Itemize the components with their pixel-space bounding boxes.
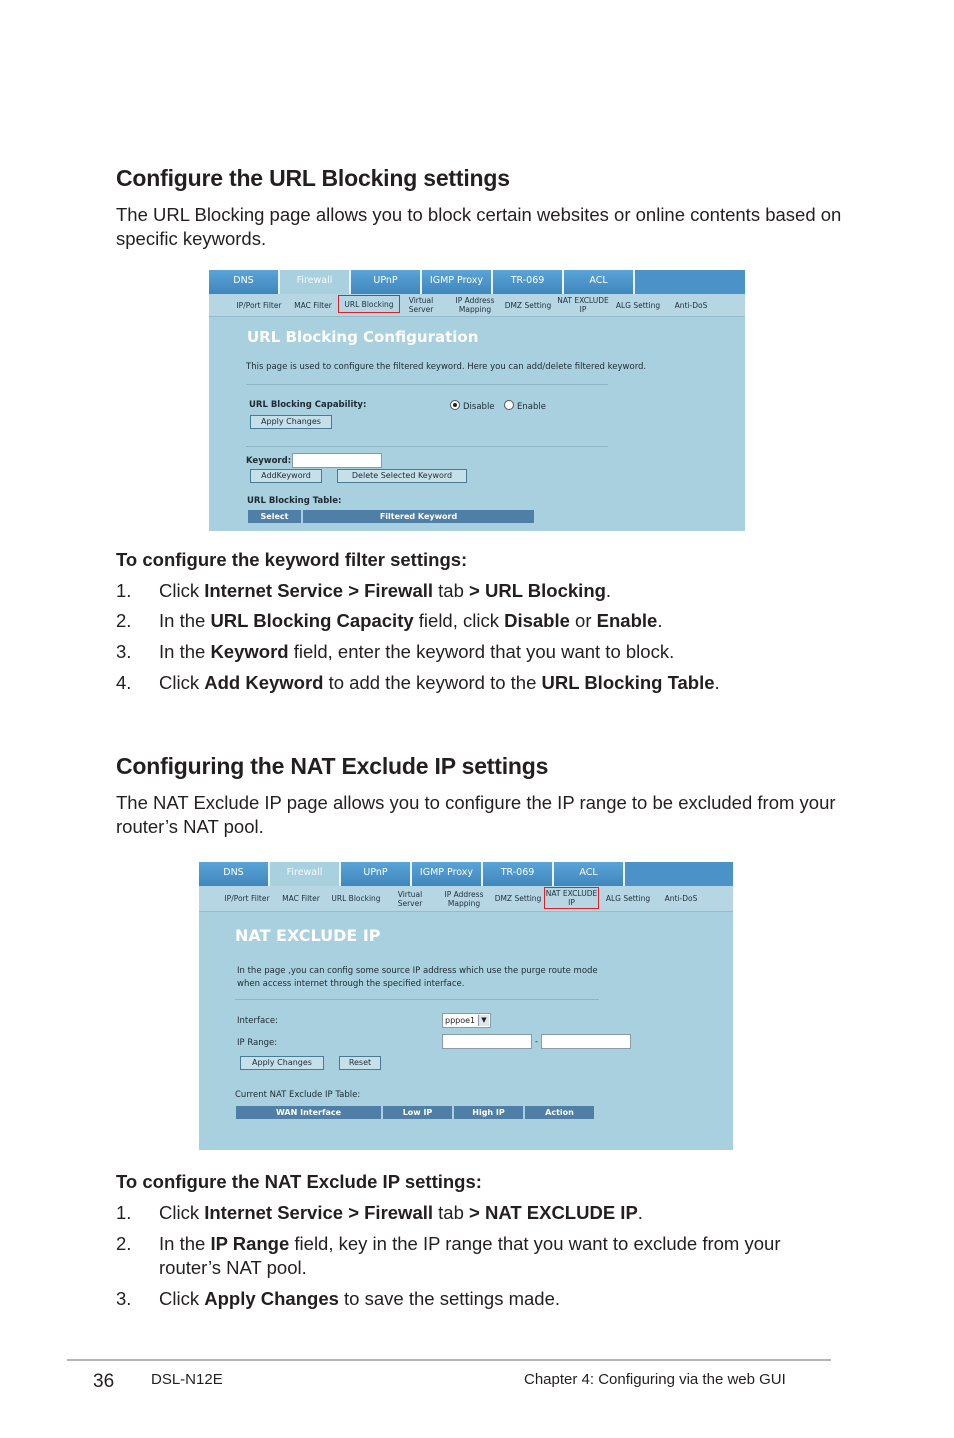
subtab-ip-port-filter[interactable]: IP/Port Filter: [224, 894, 270, 903]
url-blocking-screenshot: [209, 270, 745, 531]
page-description: This page is used to configure the filtered keyword. Here you can add/delete filtered keyword.: [246, 362, 647, 372]
column-high-ip: High IP: [454, 1106, 523, 1119]
subtab-url-blocking[interactable]: URL Blocking: [339, 296, 399, 312]
page-number: 36: [93, 1371, 115, 1392]
enable-radio[interactable]: [504, 400, 546, 412]
step-text: Click Add Keyword to add the keyword to the URL Blocking Table.: [159, 672, 720, 693]
page-title: NAT EXCLUDE IP: [235, 926, 381, 945]
interface-label: Interface:: [237, 1016, 278, 1026]
tab-upnp[interactable]: UPnP: [341, 862, 412, 886]
page-description-line2: when access internet through the specified interface.: [237, 979, 465, 989]
delete-keyword-button[interactable]: Delete Selected Keyword: [337, 469, 467, 483]
divider: [246, 446, 608, 447]
step-text: In the URL Blocking Capacity field, click Disable or Enable.: [159, 610, 663, 631]
footer-divider: [67, 1359, 831, 1361]
page-title: URL Blocking Configuration: [247, 328, 479, 346]
chevron-down-icon: ▼: [478, 1015, 489, 1026]
apply-changes-button[interactable]: Apply Changes: [240, 1056, 324, 1070]
step-number: 3.: [116, 641, 132, 662]
column-wan-interface: WAN Interface: [236, 1106, 381, 1119]
step-text: Click Internet Service > Firewall tab > NAT EXCLUDE IP.: [159, 1202, 643, 1223]
step-text: Click Internet Service > Firewall tab > URL Blocking.: [159, 580, 612, 601]
divider: [235, 999, 599, 1000]
subtab-nat-exclude-ip[interactable]: NAT EXCLUDE IP: [557, 296, 609, 314]
tab-tr069[interactable]: TR-069: [493, 270, 564, 294]
model-name: DSL-N12E: [151, 1371, 223, 1388]
enable-label: Enable: [517, 402, 546, 412]
subtab-ip-address-mapping[interactable]: IP Address Mapping: [444, 889, 484, 908]
subtab-virtual-server[interactable]: Virtual Server: [408, 296, 434, 314]
tab-firewall[interactable]: Firewall: [280, 270, 351, 294]
step-number: 1.: [116, 580, 132, 601]
section-title-url-blocking: Configure the URL Blocking settings: [116, 165, 510, 191]
subtab-dmz-setting[interactable]: DMZ Setting: [494, 894, 542, 903]
keyword-input[interactable]: [292, 453, 382, 468]
keyword-label: Keyword:: [246, 456, 292, 466]
tab-igmp-proxy[interactable]: IGMP Proxy: [422, 270, 493, 294]
subtab-url-blocking[interactable]: URL Blocking: [331, 894, 381, 903]
tab-acl[interactable]: ACL: [564, 270, 635, 294]
step-text: In the Keyword field, enter the keyword that you want to block.: [159, 641, 675, 662]
subtab-nat-exclude-ip[interactable]: NAT EXCLUDE IP: [545, 889, 598, 907]
ip-range-end-input[interactable]: [541, 1034, 631, 1049]
subtab-alg-setting[interactable]: ALG Setting: [615, 300, 661, 310]
disable-radio[interactable]: [450, 400, 495, 412]
ip-range-label: IP Range:: [237, 1038, 278, 1048]
range-dash: -: [535, 1037, 539, 1047]
tab-firewall[interactable]: Firewall: [270, 862, 341, 886]
apply-changes-button[interactable]: Apply Changes: [250, 415, 332, 429]
table-label: URL Blocking Table:: [247, 496, 342, 506]
tab-dns[interactable]: DNS: [209, 270, 280, 294]
step-number: 3.: [116, 1288, 132, 1309]
disable-label: Disable: [463, 402, 495, 412]
subtab-dmz-setting[interactable]: DMZ Setting: [504, 300, 552, 310]
tab-acl[interactable]: ACL: [554, 862, 625, 886]
step-number: 2.: [116, 1233, 132, 1254]
tab-dns[interactable]: DNS: [199, 862, 270, 886]
page-description-line1: In the page ,you can config some source IP address which use the purge route mode: [237, 966, 598, 976]
tab-bar: [199, 862, 733, 886]
add-keyword-button[interactable]: AddKeyword: [250, 469, 322, 483]
step-number: 2.: [116, 610, 132, 631]
column-select: Select: [248, 510, 301, 523]
interface-value: pppoe1: [445, 1016, 476, 1025]
steps-heading-url-blocking: To configure the keyword filter settings:: [116, 549, 468, 570]
section-intro-nat-exclude: The NAT Exclude IP page allows you to configure the IP range to be excluded from your router’s NAT pool.: [116, 792, 836, 837]
interface-select[interactable]: [442, 1013, 491, 1028]
subtab-anti-dos[interactable]: Anti-DoS: [674, 300, 708, 310]
tab-upnp[interactable]: UPnP: [351, 270, 422, 294]
reset-button[interactable]: Reset: [339, 1056, 381, 1070]
subtab-alg-setting[interactable]: ALG Setting: [605, 894, 651, 903]
subtab-anti-dos[interactable]: Anti-DoS: [664, 894, 698, 903]
subtab-mac-filter[interactable]: MAC Filter: [294, 300, 332, 310]
chapter-title: Chapter 4: Configuring via the web GUI: [524, 1371, 786, 1388]
radio-unselected-icon: [504, 400, 514, 410]
sub-tab-bar: [199, 886, 733, 912]
subtab-ip-address-mapping[interactable]: IP Address Mapping: [455, 296, 495, 314]
tab-igmp-proxy[interactable]: IGMP Proxy: [412, 862, 483, 886]
column-low-ip: Low IP: [383, 1106, 452, 1119]
steps-heading-nat-exclude: To configure the NAT Exclude IP settings:: [116, 1171, 482, 1192]
capability-label: URL Blocking Capability:: [249, 400, 367, 410]
divider: [246, 384, 608, 385]
step-text: Click Apply Changes to save the settings made.: [159, 1288, 561, 1309]
subtab-mac-filter[interactable]: MAC Filter: [282, 894, 320, 903]
radio-selected-icon: [450, 400, 460, 410]
tab-bar: [209, 270, 745, 294]
sub-tab-bar: [209, 294, 745, 317]
step-number: 4.: [116, 672, 132, 693]
tab-tr069[interactable]: TR-069: [483, 862, 554, 886]
column-filtered-keyword: Filtered Keyword: [303, 510, 534, 523]
ip-range-start-input[interactable]: [442, 1034, 532, 1049]
subtab-virtual-server[interactable]: Virtual Server: [397, 889, 423, 908]
section-title-nat-exclude: Configuring the NAT Exclude IP settings: [116, 753, 549, 779]
step-number: 1.: [116, 1202, 132, 1223]
nat-exclude-screenshot: [199, 862, 733, 1150]
step-text: In the IP Range field, key in the IP range that you want to exclude from your router’s NAT pool.: [159, 1233, 781, 1278]
column-action: Action: [525, 1106, 594, 1119]
subtab-ip-port-filter[interactable]: IP/Port Filter: [236, 300, 282, 310]
table-label: Current NAT Exclude IP Table:: [235, 1090, 361, 1100]
section-intro-url-blocking: The URL Blocking page allows you to block certain websites or online contents based on specific keywords.: [116, 204, 842, 249]
